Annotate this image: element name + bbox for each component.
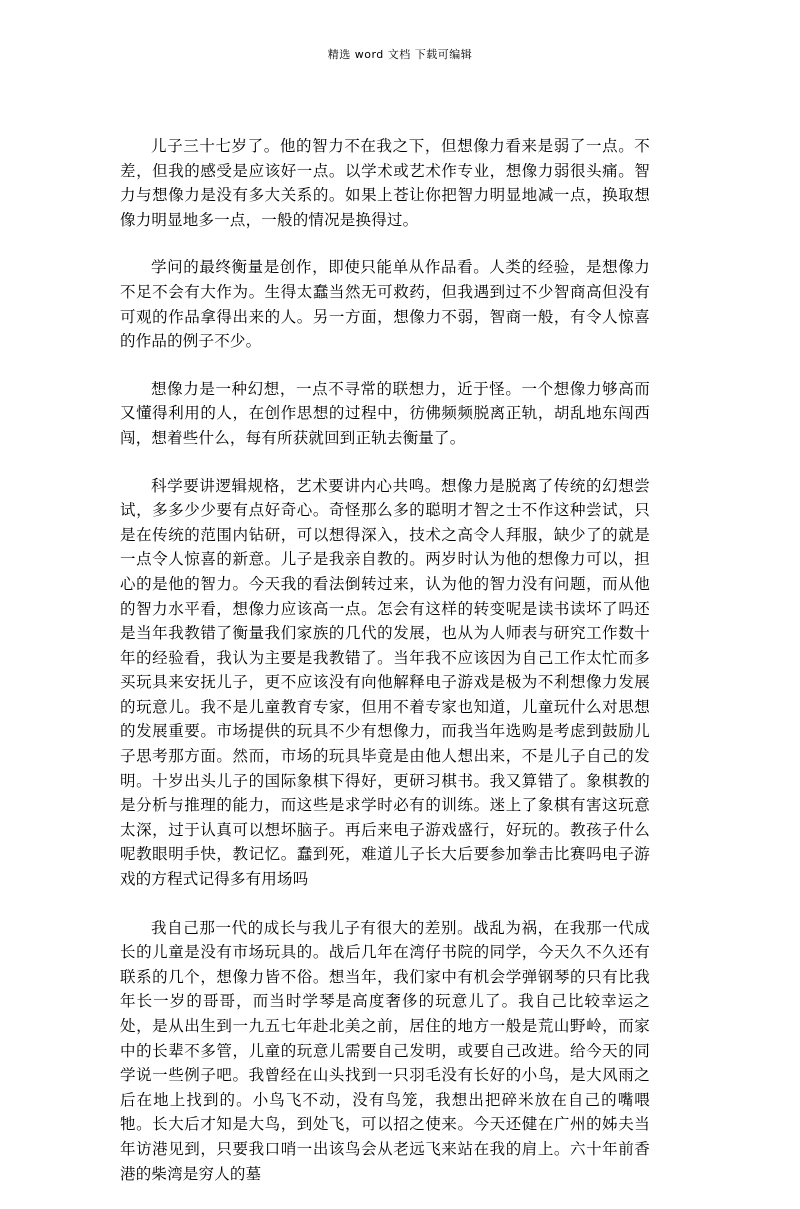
paragraph: 我自己那一代的成长与我儿子有很大的差别。战乱为祸，在我那一代成长的儿童是没有市场玩具的。战后几年在湾仔书院的同学，今天久不久还有联系的几个，想像力皆不俗。想当年，我们家中有机会学弹钢琴的只有比我年长一岁的哥哥，而当时学琴是高度奢侈的玩意儿了。我自己比较幸运之处，是从出生到一九五七年赴北美之前，居住的地方一般是荒山野岭，而家中的长辈不多管，儿童的玩意儿需要自己发明，或要自己改进。给今天的同学说一些例子吧。我曾经在山头找到一只羽毛没有长好的小鸟，是大风雨之后在地上找到的。小鸟飞不动，没有鸟笼，我想出把碎米放在自己的嘴喂牠。长大后才知是大鸟，到处飞，可以招之使来。今天还健在广州的姊夫当年访港见到，只要我口哨一出该鸟会从老远飞来站在我的肩上。六十年前香港的柴湾是穷人的墓 — [120, 918, 650, 1183]
paragraph: 科学要讲逻辑规格，艺术要讲内心共鸣。想像力是脱离了传统的幻想尝试，多多少少要有点好奇心。奇怪那么多的聪明才智之士不作这种尝试，只是在传统的范围内钻研，可以想得深入，技术之高令人拜服，缺少了的就是一点令人惊喜的新意。儿子是我亲自教的。两岁时认为他的想像力可以，担心的是他的智力。今天我的看法倒转过来，认为他的智力没有问题，而从他的智力水平看，想像力应该高一点。怎会有这样的转变呢是读书读坏了吗还是当年我教错了衡量我们家族的几代的发展，也从为人师表与研究工作数十年的经验看，我认为主要是我教错了。当年我不应该因为自己工作太忙而多买玩具来安抚儿子，更不应该没有向他解释电子游戏是极为不利想像力发展的玩意儿。我不是儿童教育专家，但用不着专家也知道，儿童玩什么对思想的发展重要。市场提供的玩具不少有想像力，而我当年选购是考虑到鼓励儿子思考那方面。然而，市场的玩具毕竟是由他人想出来，不是儿子自己的发明。十岁出头儿子的国际象棋下得好，更研习棋书。我又算错了。象棋教的是分析与推理的能力，而这些是求学时必有的训练。迷上了象棋有害这玩意太深，过于认真可以想坏脑子。再后来电子游戏盛行，好玩的。教孩子什么呢教眼明手快，教记忆。蠢到死，难道儿子长大后要参加拳击比赛吗电子游戏的方程式记得多有用场吗 — [120, 476, 650, 889]
page-header: 精选 word 文档 下载可编辑 — [327, 48, 473, 61]
paragraph: 想像力是一种幻想，一点不寻常的联想力，近于怪。一个想像力够高而又懂得利用的人，在创作思想的过程中，彷佛频频脱离正轨，胡乱地东闯西闯，想着些什么，每有所获就回到正轨去衡量了。 — [120, 379, 650, 447]
paragraph: 儿子三十七岁了。他的智力不在我之下，但想像力看来是弱了一点。不差，但我的感受是应该好一点。以学术或艺术作专业，想像力弱很头痛。智力与想像力是没有多大关系的。如果上苍让你把智力明显地减一点，换取想像力明显地多一点，一般的情况是换得过。 — [120, 137, 650, 229]
paragraph: 学问的最终衡量是创作，即使只能单从作品看。人类的经验，是想像力不足不会有大作为。生得太蠢当然无可救药，但我遇到过不少智商高但没有可观的作品拿得出来的人。另一方面，想像力不弱，智商一般，有令人惊喜的作品的例子不少。 — [120, 258, 650, 351]
document-body — [120, 134, 650, 1209]
